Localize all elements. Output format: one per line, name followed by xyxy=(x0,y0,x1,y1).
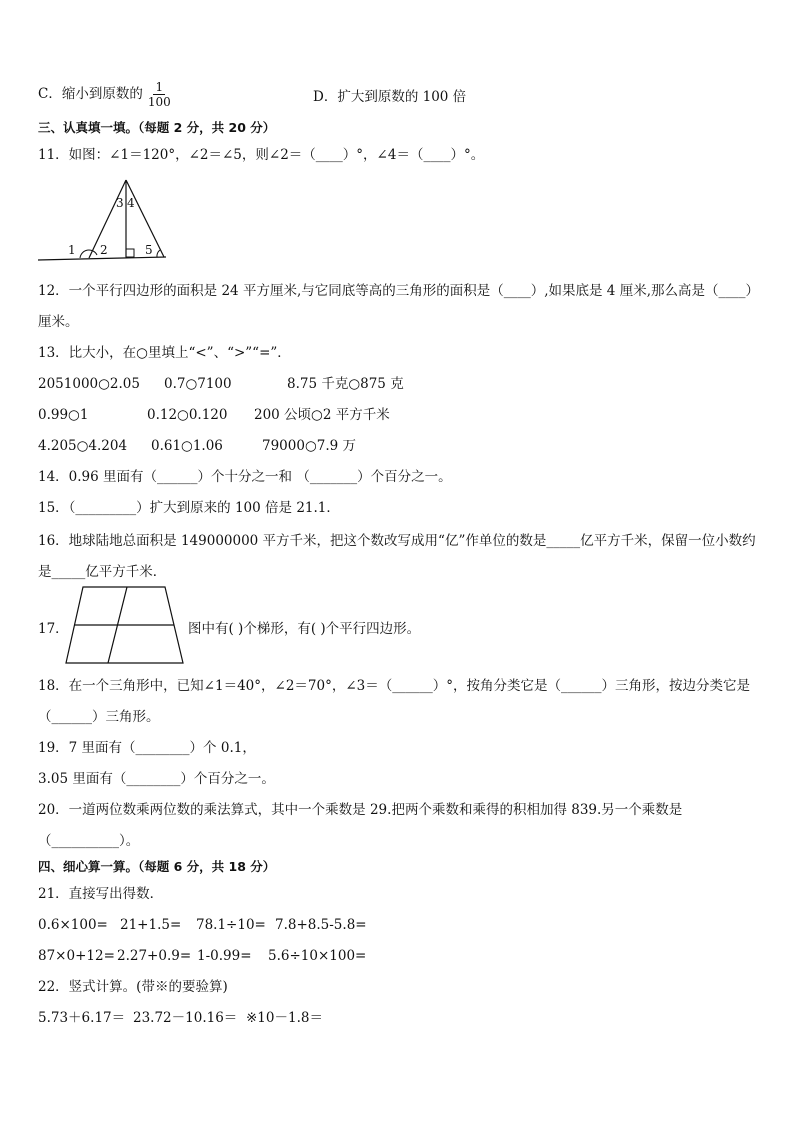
angle-label-4: 4 xyxy=(127,196,135,210)
fraction-denominator: 100 xyxy=(147,95,171,109)
q10-option-c-text: C．缩小到原数的 xyxy=(38,86,143,102)
q13-r1c1: 2051000○2.05 xyxy=(38,376,140,392)
section-4-heading: 四、细心算一算。（每题 6 分，共 18 分） xyxy=(38,859,276,874)
q21-r2c3: 1-0.99= xyxy=(197,948,252,964)
q21-r2c1: 87×0+12= xyxy=(38,948,115,964)
q17-label: 17． xyxy=(38,621,69,637)
q22-item-2: 23.72－10.16＝ xyxy=(133,1010,238,1026)
angle-label-3: 3 xyxy=(116,196,124,210)
q11-triangle-figure xyxy=(36,176,176,266)
q21-r2c4: 5.6÷10×100= xyxy=(268,948,367,964)
q17-text: 图中有( )个梯形，有( )个平行四边形。 xyxy=(188,621,421,637)
q10-option-d: D．扩大到原数的 100 倍 xyxy=(313,89,467,105)
q22-item-3: ※10－1.8＝ xyxy=(246,1010,323,1026)
q17-trapezoid-figure xyxy=(64,586,194,666)
section-3-heading: 三、认真填一填。（每题 2 分，共 20 分） xyxy=(38,120,276,135)
q10-option-c xyxy=(38,80,173,109)
fraction-numerator: 1 xyxy=(155,80,164,94)
angle-label-1: 1 xyxy=(68,243,76,257)
q12-line-1: 12．一个平行四边形的面积是 24 平方厘米,与它同底等高的三角形的面积是（____）,如果底是 4 厘米,那么高是（____） xyxy=(38,283,759,299)
q16-line-1: 16．地球陆地总面积是 149000000 平方千米，把这个数改写成用“亿”作单位的数是_____亿平方千米，保留一位小数约 xyxy=(38,533,756,549)
q12-line-2: 厘米。 xyxy=(38,314,79,330)
q19-line-1: 19．7 里面有（________）个 0.1， xyxy=(38,740,256,756)
q13-r1c2: 0.7○7100 xyxy=(164,376,232,392)
q21-r1c2: 21+1.5= xyxy=(120,917,182,933)
q20-line-1: 20．一道两位数乘两位数的乘法算式，其中一个乘数是 29.把两个乘数和乘得的积相加得 839.另一个乘数是 xyxy=(38,802,683,818)
q20-line-2: （__________）。 xyxy=(38,833,140,849)
q21-title: 21．直接写出得数． xyxy=(38,886,164,902)
q22-title: 22．竖式计算。(带※的要验算) xyxy=(38,979,228,995)
q21-r1c1: 0.6×100= xyxy=(38,917,108,933)
q18-line-1: 18．在一个三角形中，已知∠1＝40°，∠2＝70°，∠3＝（______）°，按角分类它是（______）三角形，按边分类它是 xyxy=(38,678,750,694)
q19-line-2: 3.05 里面有（________）个百分之一。 xyxy=(38,771,275,787)
angle-label-2: 2 xyxy=(100,243,108,257)
q13-r2c3: 200 公顷○2 平方千米 xyxy=(254,407,390,423)
q18-line-2: （______）三角形。 xyxy=(38,709,160,725)
q16-line-2: 是_____亿平方千米． xyxy=(38,564,167,580)
q14-text: 14．0.96 里面有（______）个十分之一和 （_______）个百分之一。 xyxy=(38,469,452,485)
q13-r2c1: 0.99○1 xyxy=(38,407,89,423)
q21-r1c4: 7.8+8.5-5.8= xyxy=(275,917,367,933)
q11-text: 11．如图：∠1＝120°，∠2＝∠5，则∠2＝（____）°，∠4＝（____）°。 xyxy=(38,147,485,163)
fraction xyxy=(146,80,173,109)
q15-text: 15．（_________）扩大到原来的 100 倍是 21.1． xyxy=(38,500,340,516)
q13-r3c1: 4.205○4.204 xyxy=(38,438,128,454)
q13-r1c3: 8.75 千克○875 克 xyxy=(287,376,404,392)
q22-item-1: 5.73＋6.17＝ xyxy=(38,1010,126,1026)
q13-r3c2: 0.61○1.06 xyxy=(151,438,223,454)
q13-r2c2: 0.12○0.120 xyxy=(147,407,228,423)
angle-label-5: 5 xyxy=(145,243,153,257)
q13-r3c3: 79000○7.9 万 xyxy=(262,438,356,454)
q21-r1c3: 78.1÷10= xyxy=(196,917,266,933)
q13-title: 13．比大小，在○里填上“<”、“>”“=”． xyxy=(38,345,291,361)
q21-r2c2: 2.27+0.9= xyxy=(117,948,192,964)
